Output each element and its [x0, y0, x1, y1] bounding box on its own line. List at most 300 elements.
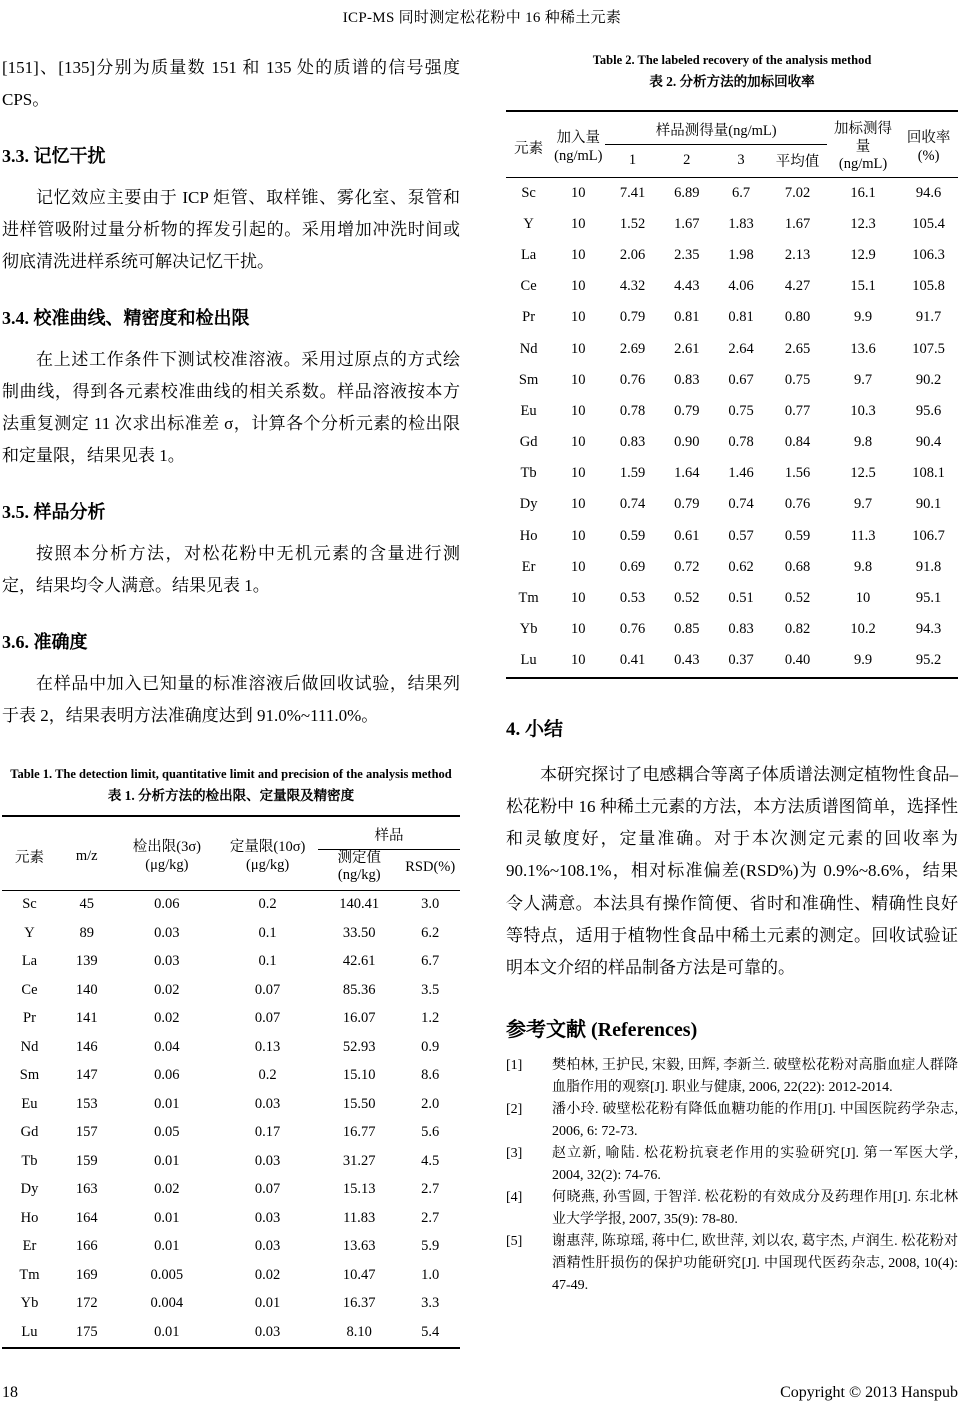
table-cell: 94.6 [915, 184, 942, 201]
table-cell: 94.3 [915, 621, 942, 638]
table-row [506, 333, 958, 364]
table-cell: 2.65 [784, 340, 811, 357]
col-header-average: 平均值 [775, 154, 820, 170]
table-cell: 10 [571, 215, 586, 232]
table-cell: 10 [571, 652, 586, 669]
table-cell: 0.75 [728, 402, 754, 419]
table-cell: 7.02 [784, 184, 811, 201]
col-header-sample: 样品 [318, 816, 460, 850]
table-cell: 9.7 [853, 496, 873, 513]
table-cell: Dy [519, 496, 538, 513]
table-cell: 1.0 [421, 1266, 440, 1283]
table-cell: 166 [75, 1238, 98, 1255]
table-cell: 0.79 [674, 402, 700, 419]
table-cell: 0.41 [619, 652, 646, 669]
table-cell: 0.01 [154, 1238, 180, 1255]
table2 [506, 110, 958, 679]
table-cell: 10 [571, 371, 586, 388]
paragraph-3-3: 记忆效应主要由于 ICP 炬管、取样锥、雾化室、泵管和进样管吸附过量分析物的挥发引起的。采用增加冲洗时间或彻底清洗进样系统可解决记忆干扰。 [2, 188, 460, 271]
reference-text: 潘小玲. 破壁松花粉有降低血糖功能的作用[J]. 中国医院药学杂志, 2006, 6: 72-73. [552, 1101, 958, 1139]
table-cell: 0.85 [674, 621, 700, 638]
table-row [506, 240, 958, 271]
table-cell: 0.01 [154, 1095, 180, 1112]
table-cell: 9.9 [853, 652, 873, 669]
table-cell: Er [521, 558, 536, 575]
table-cell: Ce [520, 278, 537, 295]
col-header-run2: 2 [683, 152, 691, 168]
right-column [506, 52, 958, 1297]
table-cell: 10 [571, 184, 586, 201]
table-cell: 16.37 [342, 1295, 376, 1312]
table-cell: 0.72 [674, 558, 700, 575]
table-cell: 153 [75, 1095, 98, 1112]
table-cell: 0.59 [784, 527, 811, 544]
table-cell: Er [22, 1238, 37, 1255]
table-cell: 0.07 [254, 1181, 281, 1198]
table-cell: 0.13 [254, 1038, 281, 1055]
table-cell: 10.2 [850, 621, 876, 638]
table-cell: 4.5 [421, 1152, 440, 1169]
table-cell: 33.50 [342, 924, 376, 941]
table-row [506, 302, 958, 333]
table-cell: 140 [75, 981, 98, 998]
table-cell: 0.52 [784, 590, 811, 607]
table-row [506, 458, 958, 489]
table-cell: 4.06 [728, 278, 754, 295]
table2-header [506, 111, 958, 178]
table-cell: 5.6 [421, 1124, 440, 1141]
table-cell: 5.4 [421, 1323, 440, 1340]
reference-number: [5] [506, 1233, 523, 1249]
reference-text: 赵立新, 喻陆. 松花粉抗衰老作用的实验研究[J]. 第一军医大学, 2004, 32(2): 74-76. [552, 1145, 958, 1183]
reference-number: [1] [506, 1057, 523, 1073]
table2-body [506, 177, 958, 678]
table-cell: 105.4 [912, 215, 945, 232]
table-row [506, 645, 958, 677]
table-row [506, 552, 958, 583]
table-cell: 11.83 [343, 1209, 376, 1226]
table-cell: 0.37 [728, 652, 754, 669]
table-cell: 0.03 [254, 1152, 281, 1169]
table-cell: 10 [571, 621, 586, 638]
table-cell: 0.83 [674, 371, 700, 388]
reference-item [506, 1055, 958, 1099]
table-cell: 106.3 [912, 246, 945, 263]
table-cell: 0.03 [254, 1238, 281, 1255]
table-cell: 2.13 [784, 246, 811, 263]
table-cell: 15.1 [850, 278, 876, 295]
table-cell: 0.76 [619, 371, 646, 388]
table-cell: 10 [571, 278, 586, 295]
table-row [506, 177, 958, 209]
table-cell: Tm [19, 1266, 40, 1283]
table-row [2, 1290, 460, 1319]
table-cell: 172 [75, 1295, 98, 1312]
table-cell: 15.13 [342, 1181, 376, 1198]
table-cell: 6.2 [421, 924, 440, 941]
table-cell: 146 [75, 1038, 98, 1055]
table-cell: 164 [75, 1209, 98, 1226]
table-cell: 2.35 [674, 246, 700, 263]
table-cell: 0.81 [674, 309, 700, 326]
table-cell: Gd [519, 434, 538, 451]
table-cell: 1.83 [728, 215, 754, 232]
table-cell: 9.8 [853, 434, 873, 451]
table-cell: 10 [571, 527, 586, 544]
col-header-spiked-measured: 加标测得量 (ng/mL) [834, 121, 893, 173]
table-cell: 6.7 [731, 184, 751, 201]
table-cell: 95.2 [915, 652, 942, 669]
references-list [506, 1055, 958, 1297]
table-cell: 5.9 [421, 1238, 440, 1255]
table-row [506, 396, 958, 427]
table-cell: 1.67 [784, 215, 811, 232]
table-cell: 0.2 [258, 1067, 277, 1084]
table-cell: 0.81 [728, 309, 754, 326]
table-cell: 0.78 [619, 402, 646, 419]
table-cell: 157 [75, 1124, 98, 1141]
table-cell: 0.67 [728, 371, 754, 388]
table-cell: 0.02 [154, 1181, 180, 1198]
copyright-notice: Copyright © 2013 Hanspub [780, 1384, 958, 1401]
table-cell: 4.27 [784, 278, 811, 295]
table-cell: 4.32 [619, 278, 646, 295]
table-cell: 0.1 [258, 924, 277, 941]
table-cell: Eu [21, 1095, 38, 1112]
table-cell: 13.63 [342, 1238, 376, 1255]
table-cell: 0.03 [254, 1209, 281, 1226]
table-row [506, 583, 958, 614]
table-cell: La [520, 246, 537, 263]
col-header-sample-measured: 样品测得量(ng/mL) [605, 111, 826, 145]
table-cell: 0.78 [728, 434, 754, 451]
references-heading: 参考文献 (References) [506, 1018, 698, 1041]
table-cell: 16.07 [342, 1010, 376, 1027]
table-cell: 0.03 [154, 953, 180, 970]
table-cell: 0.01 [254, 1295, 281, 1312]
table-cell: 0.06 [154, 1067, 180, 1084]
table-cell: 106.7 [912, 527, 945, 544]
table2-caption [506, 52, 958, 92]
reference-text: 谢惠萍, 陈琼瑶, 蒋中仁, 欧世萍, 刘以农, 葛宇杰, 卢润生. 松花粉对酒精性肝损伤的保护功能研究[J]. 中国现代医药杂志, 2008, 10(4): 47-49. [552, 1233, 958, 1293]
table-cell: 0.02 [254, 1266, 281, 1283]
table-cell: 90.4 [915, 434, 942, 451]
table-cell: 10 [571, 246, 586, 263]
table-cell: 3.0 [421, 896, 440, 913]
table-cell: Sm [19, 1067, 40, 1084]
left-column [2, 52, 460, 1349]
table-row [2, 890, 460, 919]
table-cell: 3.3 [421, 1295, 440, 1312]
table-cell: 31.27 [342, 1152, 376, 1169]
table-cell: La [21, 953, 38, 970]
table-cell: 9.9 [853, 309, 873, 326]
table-cell: Ce [21, 981, 38, 998]
page-number: 18 [2, 1384, 18, 1401]
table-cell: 9.8 [853, 558, 873, 575]
table-cell: 0.79 [674, 496, 700, 513]
table-cell: 12.5 [850, 465, 876, 482]
table-cell: 91.7 [915, 309, 942, 326]
col-header-recovery: 回收率 (%) [906, 130, 951, 164]
table2-caption-en: Table 2. The labeled recovery of the analysis method [592, 53, 872, 67]
reference-text: 樊柏林, 王护民, 宋毅, 田辉, 李新兰. 破壁松花粉对高脂血症人群降血脂作用的观察[J]. 职业与健康, 2006, 22(22): 2012-2014. [552, 1057, 958, 1095]
table-cell: 10 [571, 434, 586, 451]
col-header-mz: m/z [75, 848, 98, 864]
table1-caption [2, 766, 460, 806]
table-cell: 2.69 [619, 340, 646, 357]
table-cell: 0.76 [619, 621, 646, 638]
paragraph-3-6: 在样品中加入已知量的标准溶液后做回收试验，结果列于表 2，结果表明方法准确度达到 91.0%~111.0%。 [2, 674, 460, 725]
table-cell: 10 [571, 309, 586, 326]
table2-caption-zh: 表 2. 分析方法的加标回收率 [649, 73, 815, 89]
table-cell: 0.68 [784, 558, 811, 575]
table-cell: 1.98 [728, 246, 754, 263]
table-cell: 95.1 [915, 590, 942, 607]
table-cell: 0.84 [784, 434, 811, 451]
section-heading-3-5: 3.5. 样品分析 [2, 502, 106, 522]
table-cell: 0.83 [619, 434, 646, 451]
table1 [2, 815, 460, 1349]
table-cell: 7.41 [619, 184, 646, 201]
table-cell: 175 [75, 1323, 98, 1340]
table-cell: 1.52 [619, 215, 646, 232]
table-cell: 140.41 [339, 896, 380, 913]
table-cell: 0.74 [728, 496, 754, 513]
table-cell: 0.61 [674, 527, 700, 544]
table-row [2, 1233, 460, 1262]
reference-item [506, 1187, 958, 1231]
table-row [2, 1119, 460, 1148]
table-cell: 0.90 [674, 434, 700, 451]
table-cell: Y [24, 924, 35, 941]
table-cell: Dy [20, 1181, 39, 1198]
table-cell: 9.7 [853, 371, 873, 388]
reference-item [506, 1231, 958, 1297]
table-cell: 0.74 [619, 496, 646, 513]
reference-item [506, 1099, 958, 1143]
table-cell: 1.64 [674, 465, 700, 482]
table-row [2, 976, 460, 1005]
reference-item [506, 1143, 958, 1187]
table-cell: 0.53 [619, 590, 646, 607]
col-header-element: 元素 [514, 141, 544, 157]
table-cell: 0.43 [674, 652, 700, 669]
table-cell: 90.1 [915, 496, 942, 513]
table-cell: 4.43 [674, 278, 700, 295]
table1-caption-zh: 表 1. 分析方法的检出限、定量限及精密度 [107, 787, 355, 803]
table-cell: 0.05 [154, 1124, 180, 1141]
table-cell: 0.76 [784, 496, 811, 513]
table-cell: 15.10 [342, 1067, 376, 1084]
table-cell: 10.3 [850, 402, 876, 419]
table-row [506, 365, 958, 396]
table-cell: 0.06 [154, 896, 180, 913]
table-cell: 8.6 [421, 1067, 440, 1084]
col-header-element: 元素 [14, 850, 44, 866]
col-header-run1: 1 [628, 152, 637, 168]
table-cell: 0.9 [421, 1038, 440, 1055]
table-cell: 2.64 [728, 340, 754, 357]
table-row [2, 1005, 460, 1034]
table-cell: 0.03 [254, 1095, 281, 1112]
table-cell: Eu [520, 402, 537, 419]
table-cell: 10.47 [342, 1266, 376, 1283]
table-cell: Sc [22, 896, 37, 913]
table-cell: 91.8 [915, 558, 942, 575]
table-cell: 141 [75, 1010, 98, 1027]
table-cell: 45 [79, 896, 94, 913]
table-cell: Pr [23, 1010, 36, 1027]
table-cell: 0.005 [150, 1266, 184, 1283]
section-heading-4: 4. 小结 [506, 718, 564, 740]
table-cell: 16.77 [342, 1124, 376, 1141]
table-row [2, 1090, 460, 1119]
table-cell: 0.01 [154, 1209, 180, 1226]
table-cell: Ho [519, 527, 538, 544]
table-cell: 1.59 [619, 465, 646, 482]
table-cell: 0.75 [784, 371, 811, 388]
table-cell: 0.80 [784, 309, 811, 326]
table-cell: 11.3 [850, 527, 876, 544]
table-cell: Sm [518, 371, 539, 388]
table-row [2, 919, 460, 948]
reference-number: [2] [506, 1101, 523, 1117]
table-cell: 52.93 [342, 1038, 376, 1055]
table-row [2, 1033, 460, 1062]
table-cell: 159 [75, 1152, 98, 1169]
table-cell: 0.07 [254, 1010, 281, 1027]
table-cell: 90.2 [915, 371, 942, 388]
table-row [2, 1261, 460, 1290]
table-cell: 10 [571, 402, 586, 419]
table-cell: 85.36 [342, 981, 376, 998]
table-cell: 0.01 [154, 1152, 180, 1169]
table-cell: 0.03 [254, 1323, 281, 1340]
table-cell: 0.51 [728, 590, 754, 607]
table-cell: 0.02 [154, 1010, 180, 1027]
table-cell: 0.02 [154, 981, 180, 998]
table-cell: Sc [521, 184, 536, 201]
table-cell: 8.10 [346, 1323, 372, 1340]
col-header-measured: 测定值 (ng/kg) [337, 849, 381, 883]
table-cell: 0.2 [258, 896, 277, 913]
table-row [2, 1147, 460, 1176]
table-cell: 12.9 [850, 246, 876, 263]
table-cell: 0.1 [258, 953, 277, 970]
table-cell: 2.7 [421, 1181, 440, 1198]
section-heading-3-4: 3.4. 校准曲线、精密度和检出限 [2, 308, 250, 328]
col-header-quantitative-limit: 定量限(10σ) (μg/kg) [229, 839, 306, 873]
table-cell: Tm [518, 590, 539, 607]
table-cell: 0.69 [619, 558, 646, 575]
reference-text: 何晓燕, 孙雪圆, 于智洋. 松花粉的有效成分及药理作用[J]. 东北林业大学学报, 2007, 35(9): 78-80. [552, 1189, 958, 1227]
table-row [506, 614, 958, 645]
table-row [2, 948, 460, 977]
table-cell: 10 [571, 558, 586, 575]
table-cell: 6.89 [674, 184, 700, 201]
table1-caption-en: Table 1. The detection limit, quantitative limit and precision of the analysis method [10, 767, 452, 781]
table-cell: 3.5 [421, 981, 440, 998]
table-cell: 15.50 [342, 1095, 376, 1112]
table-cell: 0.82 [784, 621, 811, 638]
table-cell: 2.06 [619, 246, 646, 263]
table-cell: 2.7 [421, 1209, 440, 1226]
table-cell: Y [523, 215, 534, 232]
table-cell: Ho [20, 1209, 39, 1226]
table-cell: 10 [571, 340, 586, 357]
table-cell: 6.7 [421, 953, 440, 970]
table-row [506, 521, 958, 552]
table-cell: Gd [20, 1124, 39, 1141]
table-cell: 0.77 [784, 402, 811, 419]
table-cell: 2.61 [674, 340, 700, 357]
reference-number: [3] [506, 1145, 523, 1161]
table-cell: 0.59 [619, 527, 646, 544]
table-cell: 1.46 [728, 465, 754, 482]
table-row [2, 1176, 460, 1205]
col-header-rsd: RSD(%) [405, 858, 456, 875]
table-cell: 2.0 [421, 1095, 440, 1112]
table-cell: Yb [519, 621, 538, 638]
table-cell: 0.40 [784, 652, 811, 669]
table1-body [2, 890, 460, 1348]
table-cell: Tb [520, 465, 537, 482]
paragraph-3-5: 按照本分析方法，对松花粉中无机元素的含量进行测定，结果均令人满意。结果见表 1。 [2, 544, 460, 595]
col-header-run3: 3 [737, 152, 745, 168]
table-cell: 108.1 [912, 465, 945, 482]
table-cell: 1.2 [421, 1010, 440, 1027]
table-cell: 42.61 [342, 953, 376, 970]
table-cell: 105.8 [912, 278, 945, 295]
table-cell: 0.01 [154, 1323, 180, 1340]
section-heading-3-6: 3.6. 准确度 [2, 632, 88, 652]
table-cell: 0.57 [728, 527, 754, 544]
reference-number: [4] [506, 1189, 523, 1205]
table-cell: 0.17 [254, 1124, 281, 1141]
table-row [506, 209, 958, 240]
table1-header [2, 816, 460, 891]
table-cell: 10 [571, 465, 586, 482]
table-cell: 0.07 [254, 981, 281, 998]
paragraph-intro: [151]、[135]分别为质量数 151 和 135 处的质谱的信号强度 CPS。 [2, 58, 460, 109]
table-cell: 0.79 [619, 309, 646, 326]
table-row [506, 489, 958, 520]
table-cell: 1.56 [784, 465, 811, 482]
table-cell: 147 [75, 1067, 98, 1084]
table-cell: Tb [21, 1152, 38, 1169]
table-row [2, 1062, 460, 1091]
paragraph-3-4: 在上述工作条件下测试校准溶液。采用过原点的方式绘制曲线，得到各元素校准曲线的相关系数。样品溶液按本方法重复测定 11 次求出标准差 σ，计算各个分析元素的检出限和定量限，结果见表 1。 [2, 350, 460, 465]
table-cell: 89 [79, 924, 94, 941]
table-cell: Lu [21, 1323, 38, 1340]
table-cell: 10 [571, 590, 586, 607]
table-cell: 1.67 [674, 215, 700, 232]
table-cell: 163 [75, 1181, 98, 1198]
table-cell: 139 [75, 953, 98, 970]
running-head: ICP-MS 同时测定松花粉中 16 种稀土元素 [342, 10, 622, 26]
table-cell: 169 [75, 1266, 98, 1283]
table-row [2, 1204, 460, 1233]
table-cell: 95.6 [915, 402, 942, 419]
table-cell: 0.04 [154, 1038, 180, 1055]
table-row [2, 1318, 460, 1348]
table-row [506, 427, 958, 458]
section-heading-3-3: 3.3. 记忆干扰 [2, 146, 106, 166]
paragraph-4: 本研究探讨了电感耦合等离子体质谱法测定植物性食品–松花粉中 16 种稀土元素的方法，本方法质谱图简单，选择性和灵敏度好，定量准确。对于本次测定元素的回收率为 90.1%~108.1%，相对标准偏差(RSD%)为 0.9%~8.6%，结果令人满意。本法具有操作简便、省时和准确性、精确性良好等特点，适用于植物性食品中稀土元素的测定。回收试验证明本文介绍的样品制备方法是可靠的。 [506, 764, 958, 978]
table-cell: Nd [519, 340, 538, 357]
table-cell: Nd [20, 1038, 39, 1055]
